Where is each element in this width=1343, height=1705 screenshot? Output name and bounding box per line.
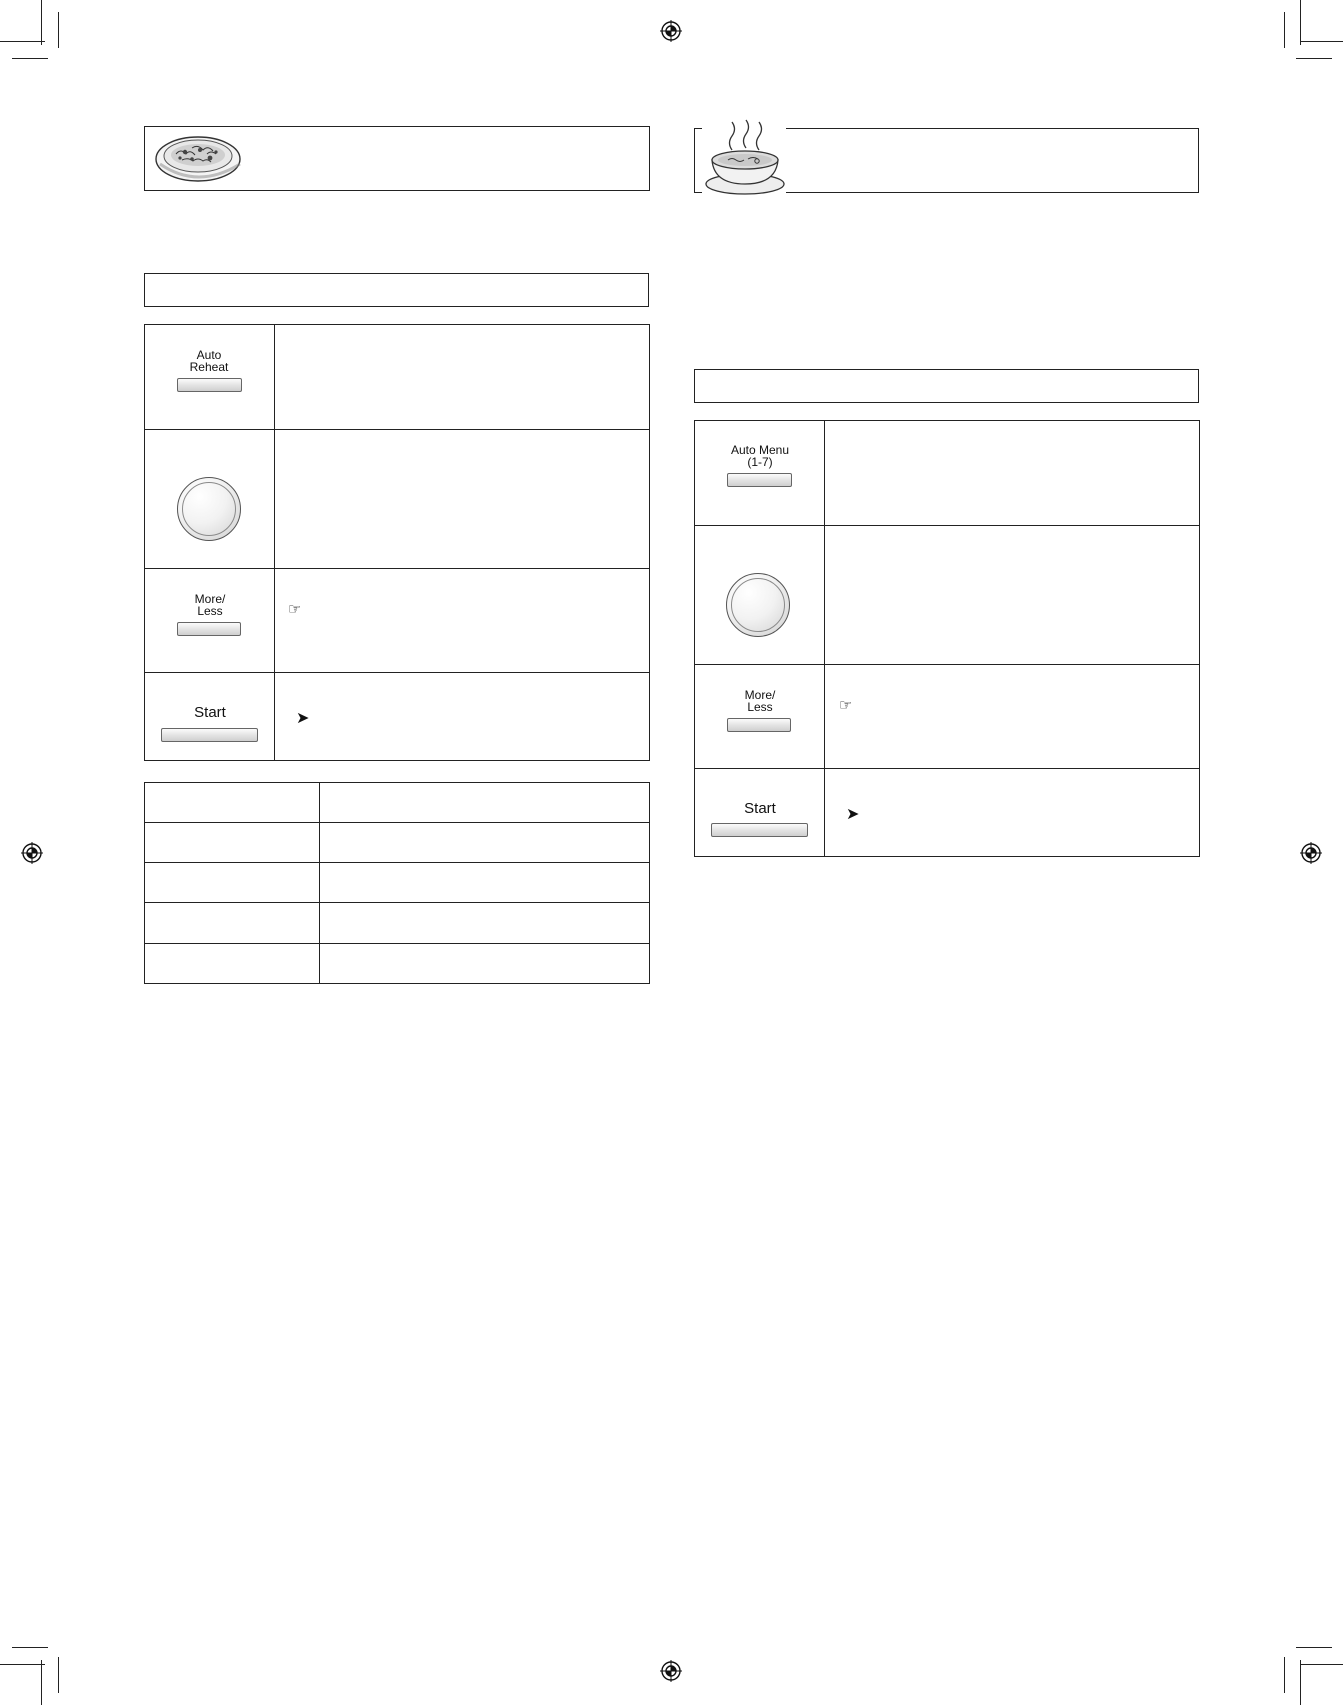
table-row xyxy=(144,902,650,903)
more-less-pad[interactable] xyxy=(727,718,791,732)
arrowhead-icon: ➤ xyxy=(846,804,860,823)
auto-menu-label-line1: Auto Menu xyxy=(730,443,790,457)
auto-menu-pad[interactable] xyxy=(727,473,792,487)
left-subheading-box xyxy=(144,273,649,307)
more-less-label-line2: Less xyxy=(747,700,773,714)
auto-reheat-label-line2: Reheat xyxy=(189,360,229,374)
more-less-label-line2: Less xyxy=(197,604,223,618)
arrowhead-icon: ➤ xyxy=(296,708,310,727)
selector-dial[interactable] xyxy=(177,477,241,541)
table-row xyxy=(144,862,650,863)
more-less-label-line1: More/ xyxy=(744,688,776,702)
registration-target-icon xyxy=(21,842,43,864)
registration-target-icon xyxy=(660,20,682,42)
auto-menu-label-line2: (1-7) xyxy=(747,455,773,469)
auto-reheat-label-line1: Auto xyxy=(196,348,222,362)
registration-target-icon xyxy=(1300,842,1322,864)
more-less-pad[interactable] xyxy=(177,622,241,636)
start-pad[interactable] xyxy=(711,823,808,837)
auto-reheat-pad[interactable] xyxy=(177,378,242,392)
table-row xyxy=(144,943,650,944)
steaming-soup-bowl-icon xyxy=(702,118,788,196)
table-row xyxy=(144,822,650,823)
start-label: Start xyxy=(744,800,776,817)
right-subheading-box xyxy=(694,369,1199,403)
selector-dial[interactable] xyxy=(726,573,790,637)
start-label: Start xyxy=(194,704,226,721)
more-less-label-line1: More/ xyxy=(194,592,226,606)
registration-target-icon xyxy=(660,1660,682,1682)
pointing-hand-icon: ☞ xyxy=(839,696,853,714)
start-pad[interactable] xyxy=(161,728,258,742)
plate-of-food-icon xyxy=(152,128,244,186)
pointing-hand-icon: ☞ xyxy=(288,600,302,618)
left-menu-table xyxy=(144,782,650,984)
